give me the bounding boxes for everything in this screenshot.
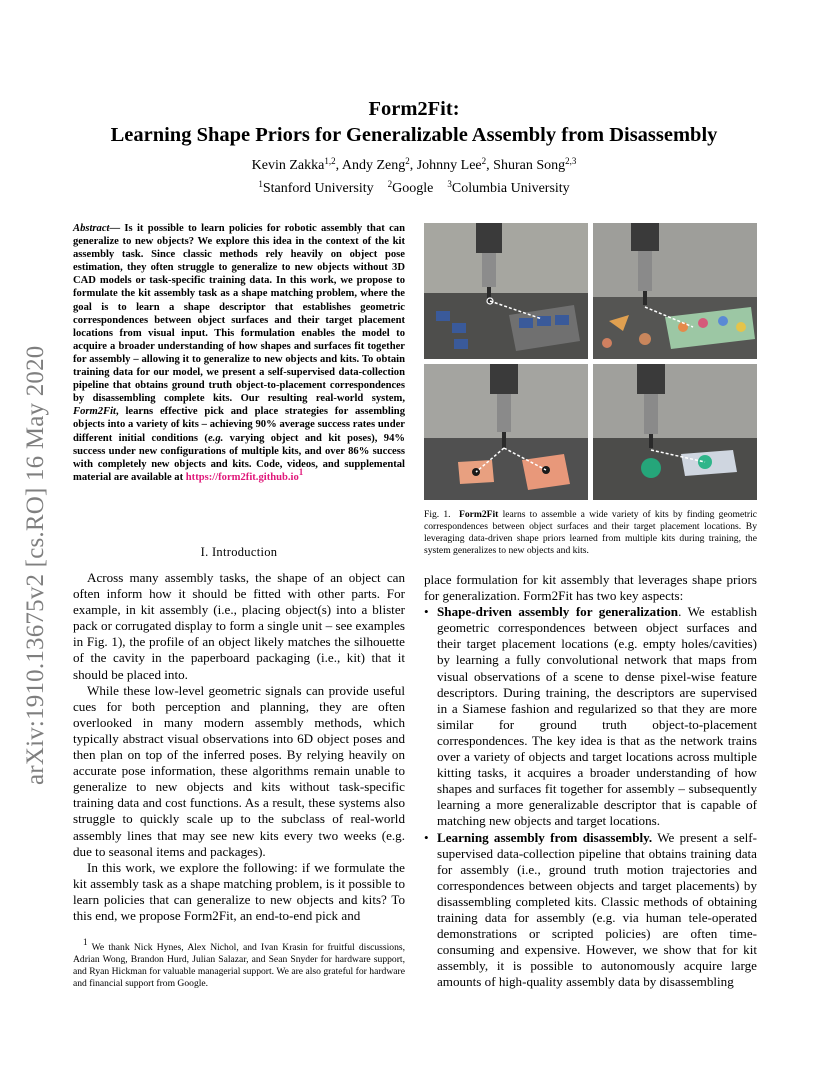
paragraph: Across many assembly tasks, the shape of an object can often inform how it should be fitted with other parts. For example, in kit assembly (i.e., placing object(s) into a blister pack or corrugated display to form a single unit – see examples in Fig. 1), the profile of an object likely matches the silhouette of the cavity in the paperboard packaging (i.e., kit) that it should be placed into. bbox=[73, 570, 405, 682]
paragraph: While these low-level geometric signals can provide useful cues for both perception and planning, they are often overlooked in many modern assembly methods, which typically abstract visual observations into 6D object poses and then plan on top of the inferred poses. By relying heavily on accurate pose information, these algorithms remain unable to generalize to new objects and kits without task-specific training data and cost functions. As a result, these systems also struggle to quickly scale up to the subclass of real-world assembly lines that may see new kits every two weeks (e.g. due to seasonal items and packages). bbox=[73, 682, 405, 859]
affiliation-list: $^1$Stanford University $^2$Google $^3$Columbia University bbox=[258, 179, 570, 196]
affiliation: Google bbox=[392, 181, 434, 196]
paragraph: In this work, we explore the following: if we formulate the kit assembly task as a shape matching problem, is it possible to learn policies that can generalize to new objects and kits? To this end, we propose Form2Fit, an end-to-end pick and bbox=[73, 859, 405, 923]
figure-1 bbox=[424, 223, 757, 500]
footnote: $^1$ We thank Nick Hynes, Alex Nichol, and Ivan Krasin for fruitful discussions, Adrian Wong, Brandon Hurd, Julian Salazar, and Sean Snyder for hardware support, and Ryan Hickman for valuable managerial support. We are also grateful for hardware and financial support from Google. bbox=[73, 937, 405, 989]
affiliation: Columbia University bbox=[451, 181, 570, 196]
author-list: Kevin Zakka$^{1,2}$, Andy Zeng$^2$, Johnny Lee$^2$, Shuran Song$^{2,3}$ bbox=[251, 156, 577, 173]
paper-title-line1: Form2Fit: bbox=[368, 98, 460, 120]
author: Shuran Song bbox=[493, 158, 566, 173]
intro-text bbox=[73, 570, 405, 924]
figure-photo-tube-kit bbox=[593, 364, 757, 500]
paper-title-line2: Learning Shape Priors for Generalizable Assembly from Disassembly bbox=[110, 124, 718, 146]
figure-caption: Fig. 1. Form2Fit learns to assemble a wide variety of kits by finding geometric correspondences between object surfaces and their target placement locations. By leveraging data-driven shape priors learned from multiple kits during training, the system generalizes to new objects and kits. bbox=[424, 509, 757, 556]
bullet-item: • Shape-driven assembly for generalization. We establish geometric correspondences between object surfaces and their target placement locations (e.g. empty holes/cavities) by learning a fully convolutional network that maps from visual observations of a scene to dense pixel-wise feature descriptors. During training, the descriptors are supervised in a Siamese fashion and regularized so that they are more similar for ground truth object-to-placement correspondences. The key idea is that as the network trains over a variety of objects and target locations across multiple kitting tasks, it acquires a broader understanding of how shapes and surfaces fit together for assembly – subsequently learning a more generalizable descriptor that is capable of matching new objects and target locations. bbox=[424, 604, 757, 829]
author: Andy Zeng bbox=[341, 158, 406, 173]
section-heading: I. Introduction bbox=[200, 545, 278, 559]
bullet-item: • Learning assembly from disassembly. We present a self-supervised data-collection pipeline that obtains training data for assembly (i.e., ground truth motion trajectories and correspondences between objects and target placements) by disassembling completed kits. Classic methods of obtaining training data for assembly (e.g. via human tele-operated demonstrations or scripted policies) are often time-consuming and expensive. However, we show that for kit assembly, it is possible to autonomously acquire large amounts of high-quality assembly data by disassembling bbox=[424, 830, 757, 991]
affiliation: Stanford University bbox=[262, 181, 374, 196]
arxiv-stamp: arXiv:1910.13675v2 [cs.RO] 16 May 2020 bbox=[22, 345, 49, 785]
author: Johnny Lee bbox=[416, 158, 482, 173]
figure-photo-puzzle-kit bbox=[593, 223, 757, 359]
figure-photo-blister-kit bbox=[424, 223, 588, 359]
abstract: Abstract— Is it possible to learn policies for robotic assembly that can generalize to new objects? We explore this idea in the context of the kit assembly task. Since classic methods rely heavily on object pose estimation, they often struggle to generalize to new objects without 3D CAD models or task-specific training data. In this work, we propose to formulate the kit assembly task as a shape matching problem, where the goal is to learn a shape descriptor that establishes geometric correspondences between object surfaces and their target placement locations from visual input. This formulation enables the model to acquire a broader understanding of how shapes and surfaces fit together for assembly – allowing it to generalize to new objects and kits. To obtain training data for our model, we present a self-supervised data-collection pipeline that obtains ground truth object-to-placement correspondences by disassembling complete kits. Our resulting real-world system, Form2Fit, learns effective pick and place strategies for assembling objects into a variety of kits – achieving 90% average success rates under different initial conditions (e.g. varying object and kit poses), 94% success under new configurations of multiple kits, and over 86% success with completely new objects and kits. Code, videos, and supplemental material are available at $https://form2fit.github.io^1$ bbox=[73, 223, 405, 483]
figure-photo-card-kit bbox=[424, 364, 588, 500]
intro-text-right bbox=[424, 572, 757, 990]
author: Kevin Zakka bbox=[251, 158, 325, 173]
paragraph: place formulation for kit assembly that leverages shape priors for generalization. Form2Fit has two key aspects: bbox=[424, 572, 757, 604]
project-link[interactable]: https://form2fit.github.io bbox=[185, 471, 299, 483]
